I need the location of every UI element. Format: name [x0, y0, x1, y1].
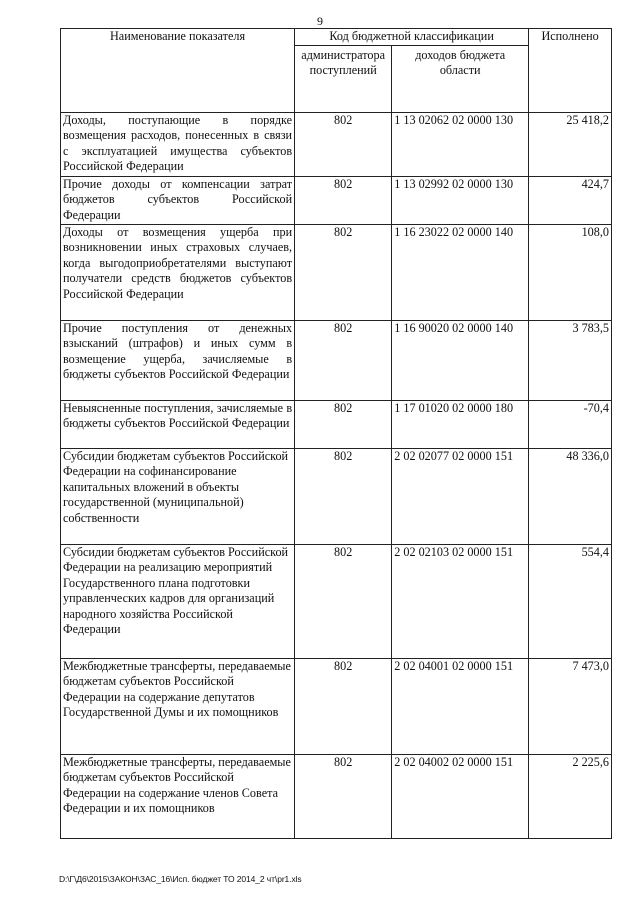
- table-row: [61, 448, 612, 544]
- row-executed: 2 225,6: [529, 754, 612, 838]
- row-executed: 108,0: [529, 224, 612, 320]
- row-income-code: 2 02 02103 02 0000 151: [392, 544, 529, 658]
- row-executed: 3 783,5: [529, 320, 612, 400]
- row-admin-code: 802: [295, 544, 392, 658]
- row-income-code: 2 02 04001 02 0000 151: [392, 658, 529, 754]
- table-row: [61, 400, 612, 448]
- row-income-code: 1 16 90020 02 0000 140: [392, 320, 529, 400]
- row-admin-code: 802: [295, 448, 392, 544]
- row-admin-code: 802: [295, 224, 392, 320]
- table-row: [61, 544, 612, 658]
- table-row: [61, 320, 612, 400]
- header-budget-code: Код бюджетной классификации: [295, 29, 529, 46]
- row-executed: 554,4: [529, 544, 612, 658]
- header-executed: Исполнено: [529, 29, 612, 113]
- row-admin-code: 802: [295, 176, 392, 224]
- row-admin-code: 802: [295, 112, 392, 176]
- row-admin-code: 802: [295, 320, 392, 400]
- table-row: [61, 658, 612, 754]
- row-name: Прочие доходы от компенсации затрат бюджетов субъектов Российской Федерации: [61, 176, 295, 224]
- page-number: 9: [317, 14, 323, 28]
- row-income-code: 1 13 02992 02 0000 130: [392, 176, 529, 224]
- file-path-footer: D:\Г\Д6\2015\ЗАКОН\ЗАС_16\Исп. бюджет ТО 2014_2 чт\pr1.xls: [59, 874, 302, 884]
- table-row: [61, 176, 612, 224]
- row-name: Доходы, поступающие в порядке возмещения расходов, понесенных в связи с эксплуатацией имущества субъектов Российской Федерации: [61, 112, 295, 176]
- row-executed: 25 418,2: [529, 112, 612, 176]
- header-indicator-name: Наименование показателя: [61, 29, 295, 113]
- row-executed: -70,4: [529, 400, 612, 448]
- row-name: Субсидии бюджетам субъектов Российской Федерации на реализацию мероприятий Государственного плана подготовки управленческих кадров для организаций народного хозяйства Российской Федерации: [61, 544, 295, 658]
- row-executed: 48 336,0: [529, 448, 612, 544]
- row-admin-code: 802: [295, 658, 392, 754]
- row-executed: 7 473,0: [529, 658, 612, 754]
- budget-table: [60, 28, 612, 839]
- row-executed: 424,7: [529, 176, 612, 224]
- row-income-code: 2 02 04002 02 0000 151: [392, 754, 529, 838]
- row-name: Межбюджетные трансферты, передаваемые бюджетам субъектов Российской Федерации на содержание депутатов Государственной Думы и их помощников: [61, 658, 295, 754]
- header-income-code: доходов бюджета области: [392, 45, 529, 112]
- row-admin-code: 802: [295, 400, 392, 448]
- header-administrator: администратора поступлений: [295, 45, 392, 112]
- row-income-code: 1 13 02062 02 0000 130: [392, 112, 529, 176]
- row-name: Прочие поступления от денежных взысканий (штрафов) и иных сумм в возмещение ущерба, зачисляемые в бюджеты субъектов Российской Федерации: [61, 320, 295, 400]
- row-admin-code: 802: [295, 754, 392, 838]
- row-income-code: 1 17 01020 02 0000 180: [392, 400, 529, 448]
- row-income-code: 1 16 23022 02 0000 140: [392, 224, 529, 320]
- row-name: Субсидии бюджетам субъектов Российской Федерации на софинансирование капитальных вложений в объекты государственной (муниципальной) собственности: [61, 448, 295, 544]
- row-name: Невыясненные поступления, зачисляемые в бюджеты субъектов Российской Федерации: [61, 400, 295, 448]
- table-row: [61, 112, 612, 176]
- row-name: Межбюджетные трансферты, передаваемые бюджетам субъектов Российской Федерации на содержание членов Совета Федерации и их помощников: [61, 754, 295, 838]
- row-name: Доходы от возмещения ущерба при возникновении иных страховых случаев, когда выгодоприобретателями выступают получатели средств бюджетов субъектов Российской Федерации: [61, 224, 295, 320]
- table-row: [61, 754, 612, 838]
- table-row: [61, 224, 612, 320]
- row-income-code: 2 02 02077 02 0000 151: [392, 448, 529, 544]
